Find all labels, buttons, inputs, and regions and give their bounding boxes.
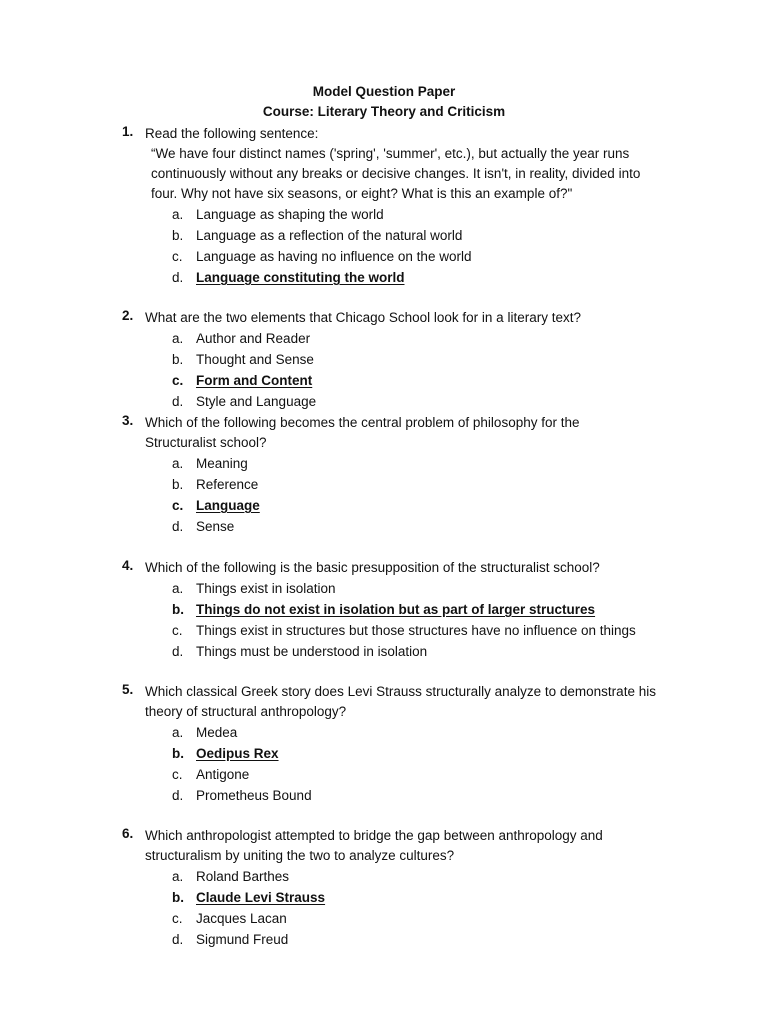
option-list (122, 722, 682, 806)
question-number: 6. (122, 826, 134, 841)
option-d (122, 641, 682, 662)
option-letter: a. (172, 725, 184, 740)
option-list (122, 453, 682, 537)
option-d (122, 516, 682, 537)
option-c (122, 246, 682, 267)
course-title: Course: Literary Theory and Criticism (262, 104, 506, 119)
option-a (122, 204, 682, 225)
question-number: 5. (122, 682, 134, 697)
option-text: Prometheus Bound (196, 788, 312, 803)
option-letter: b. (172, 228, 184, 243)
question-number: 1. (122, 124, 134, 139)
option-letter: a. (172, 581, 184, 596)
option-text: Jacques Lacan (196, 911, 287, 926)
option-letter: b. (172, 352, 184, 367)
option-letter: d. (172, 788, 184, 803)
option-letter: c. (172, 498, 184, 513)
option-letter: d. (172, 394, 184, 409)
question-text: Which of the following becomes the central problem of philosophy for the Structuralist school? (145, 415, 580, 450)
option-c (122, 908, 682, 929)
option-letter: b. (172, 477, 184, 492)
option-text: Language as shaping the world (196, 207, 384, 222)
question-4 (122, 558, 682, 662)
option-letter: c. (172, 623, 183, 638)
question-text: What are the two elements that Chicago School look for in a literary text? (145, 310, 581, 325)
option-text: Medea (196, 725, 238, 740)
question-1 (122, 124, 682, 288)
option-b (122, 349, 682, 370)
option-text: Style and Language (196, 394, 317, 409)
option-text: Thought and Sense (196, 352, 314, 367)
option-letter: a. (172, 331, 184, 346)
option-letter: a. (172, 869, 184, 884)
question-text: Which anthropologist attempted to bridge the gap between anthropology and structuralism by uniting the two to analyze cultures? (145, 828, 603, 863)
option-text: Language (196, 498, 260, 513)
question-5 (122, 682, 682, 806)
option-text: Author and Reader (196, 331, 311, 346)
option-a (122, 578, 682, 599)
question-text: Which of the following is the basic presupposition of the structuralist school? (145, 560, 600, 575)
option-d (122, 785, 682, 806)
option-b-correct-answer (122, 743, 682, 764)
option-letter: b. (172, 602, 184, 617)
option-list (122, 204, 682, 288)
option-text: Things must be understood in isolation (196, 644, 428, 659)
option-list (122, 866, 682, 950)
option-letter: d. (172, 644, 184, 659)
option-a (122, 328, 682, 349)
option-letter: d. (172, 519, 184, 534)
option-c-correct-answer (122, 370, 682, 391)
option-b (122, 225, 682, 246)
option-d (122, 391, 682, 412)
quoted-passage: “We have four distinct names ('spring', 'summer', etc.), but actually the year runs continuously without any breaks or decisive changes. It isn't, in reality, divided into four. Why not have six seasons, or eight? What is this an example of?" (151, 146, 641, 201)
question-number: 4. (122, 558, 134, 573)
option-b (122, 474, 682, 495)
option-a (122, 453, 682, 474)
option-letter: a. (172, 456, 184, 471)
option-letter: d. (172, 270, 184, 285)
option-text: Sigmund Freud (196, 932, 289, 947)
page-title: Model Question Paper (312, 84, 456, 99)
question-number: 3. (122, 413, 134, 428)
option-text: Language as a reflection of the natural world (196, 228, 463, 243)
option-text: Antigone (196, 767, 250, 782)
option-letter: c. (172, 249, 183, 264)
option-d (122, 929, 682, 950)
option-text: Things exist in isolation (196, 581, 336, 596)
option-letter: b. (172, 746, 184, 761)
option-b-correct-answer (122, 599, 682, 620)
option-list (122, 328, 682, 412)
option-list (122, 578, 682, 662)
option-text: Oedipus Rex (196, 746, 279, 761)
option-text: Language constituting the world (196, 270, 405, 285)
question-number: 2. (122, 308, 134, 323)
question-text: Which classical Greek story does Levi Strauss structurally analyze to demonstrate his theory of structural anthropology? (145, 684, 656, 719)
option-b-correct-answer (122, 887, 682, 908)
option-text: Claude Levi Strauss (196, 890, 326, 905)
option-letter: c. (172, 767, 183, 782)
option-text: Things do not exist in isolation but as part of larger structures (196, 602, 596, 617)
option-text: Roland Barthes (196, 869, 290, 884)
option-letter: c. (172, 911, 183, 926)
option-letter: a. (172, 207, 184, 222)
option-d-correct-answer (122, 267, 682, 288)
question-3 (122, 413, 682, 537)
option-c (122, 764, 682, 785)
option-c-correct-answer (122, 495, 682, 516)
option-text: Meaning (196, 456, 248, 471)
option-letter: b. (172, 890, 184, 905)
option-letter: d. (172, 932, 184, 947)
option-text: Sense (196, 519, 235, 534)
option-text: Language as having no influence on the world (196, 249, 472, 264)
question-text: Read the following sentence: (145, 126, 319, 141)
option-text: Reference (196, 477, 259, 492)
option-c (122, 620, 682, 641)
question-2 (122, 308, 682, 412)
option-a (122, 722, 682, 743)
question-6 (122, 826, 682, 950)
option-text: Things exist in structures but those structures have no influence on things (196, 623, 636, 638)
option-letter: c. (172, 373, 184, 388)
option-a (122, 866, 682, 887)
option-text: Form and Content (196, 373, 313, 388)
